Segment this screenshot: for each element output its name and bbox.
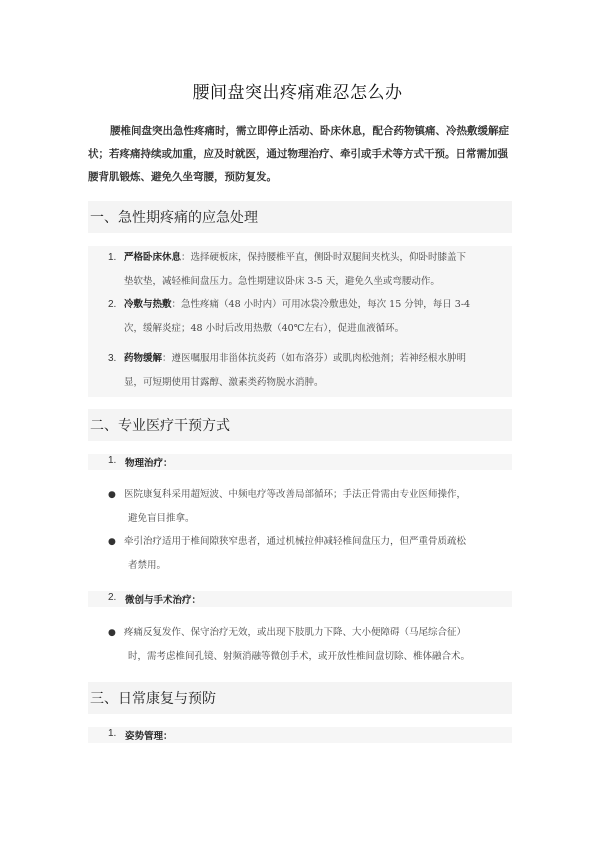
sub-heading-posture [88, 727, 512, 743]
bullet-text-line2: 避免盲目推拿。 [128, 513, 195, 524]
list-number: 2. [108, 299, 117, 310]
sub-heading-label: 姿势管理： [125, 731, 173, 742]
item-text-line1: 选择硬板床，保持腰椎平直，侧卧时双腿间夹枕头，仰卧时膝盖下 [190, 252, 467, 263]
item-term: 冷敷与热敷 [124, 299, 172, 310]
sub-heading-label: 微创与手术治疗： [125, 595, 202, 606]
list-number: 1. [108, 455, 117, 466]
bullet-dot: ● [108, 628, 116, 638]
bullet-text-line2: 者禁用。 [128, 560, 167, 571]
section-heading-prevention [88, 682, 512, 714]
item-term: 严格卧床休息 [124, 252, 182, 263]
section-heading-text: 二、专业医疗干预方式 [90, 418, 230, 434]
item-text-line1: 急性疼痛（48 小时内）可用冰袋冷敷患处，每次 15 分钟，每日 3-4 [181, 299, 471, 310]
list-number: 1. [108, 252, 117, 263]
page-title: 腰间盘突出疼痛难忍怎么办 [192, 83, 403, 103]
item-text-line2: 次，缓解炎症；48 小时后改用热敷（40℃左右），促进血液循环。 [124, 323, 405, 334]
bullet-text-line1: 医院康复科采用超短波、中频电疗等改善局部循环；手法正骨需由专业医师操作， [124, 489, 467, 500]
sub-heading-physio [88, 454, 512, 470]
bullet-text-line1: 牵引治疗适用于椎间隙狭窄患者，通过机械拉伸减轻椎间盘压力，但严重骨质疏松 [124, 536, 467, 547]
intro-paragraph: 腰椎间盘突出急性疼痛时，需立即停止活动、卧床休息，配合药物镇痛、冷热敷缓解症状；若疼痛持续或加重，应及时就医，通过物理治疗、牵引或手术等方式干预。日常需加强腰背肌锻炼、避免久坐弯腰，预防复发。 [88, 125, 509, 183]
bullet-dot: ● [108, 537, 116, 547]
item-text-line2: 垫软垫，减轻椎间盘压力。急性期建议卧床 3-5 天，避免久坐或弯腰动作。 [124, 276, 440, 287]
item-text-line1: 遵医嘱服用非甾体抗炎药（如布洛芬）或肌肉松弛剂；若神经根水肿明 [171, 353, 467, 364]
bullet-dot: ● [108, 490, 116, 500]
list-number: 3. [108, 353, 117, 364]
list-number: 1. [108, 728, 117, 739]
section-heading-medical [88, 409, 512, 441]
sub-heading-label: 物理治疗： [125, 458, 173, 469]
sub-heading-surgery [88, 591, 512, 607]
item-term: 药物缓解 [124, 353, 163, 364]
section-heading-text: 一、急性期疼痛的应急处理 [90, 210, 258, 226]
list-number: 2. [108, 592, 117, 603]
bullet-text-line1: 疼痛反复发作、保守治疗无效，或出现下肢肌力下降、大小便障碍（马尾综合征） [124, 627, 467, 638]
section-heading-text: 三、日常康复与预防 [90, 691, 216, 707]
emergency-list: 1. 严格卧床休息：选择硬板床，保持腰椎平直，侧卧时双腿间夹枕头，仰卧时膝盖下 垫软垫，减轻椎间盘压力。急性期建议卧床 3-5 天，避免久坐或弯腰动作。 2. 冷敷与热敷：急性疼痛（48 小时内）可用冰袋冷敷患处，每次 15 分钟，每日 3-4 次，缓解炎症；48 小时后改用热敷（40℃左右），促进血液循环。 3. 药物缓解：遵医嘱服用非甾体抗炎药（如布洛芬）或肌肉松弛剂；若神经根水肿明 显，可短期使用甘露醇、激素类药物脱水消肿。 [88, 246, 512, 397]
item-text-line2: 显，可短期使用甘露醇、激素类药物脱水消肿。 [124, 377, 324, 388]
section-heading-emergency [88, 201, 512, 233]
bullet-text-line2: 时，需考虑椎间孔镜、射频消融等微创手术，或开放性椎间盘切除、椎体融合术。 [128, 651, 471, 662]
